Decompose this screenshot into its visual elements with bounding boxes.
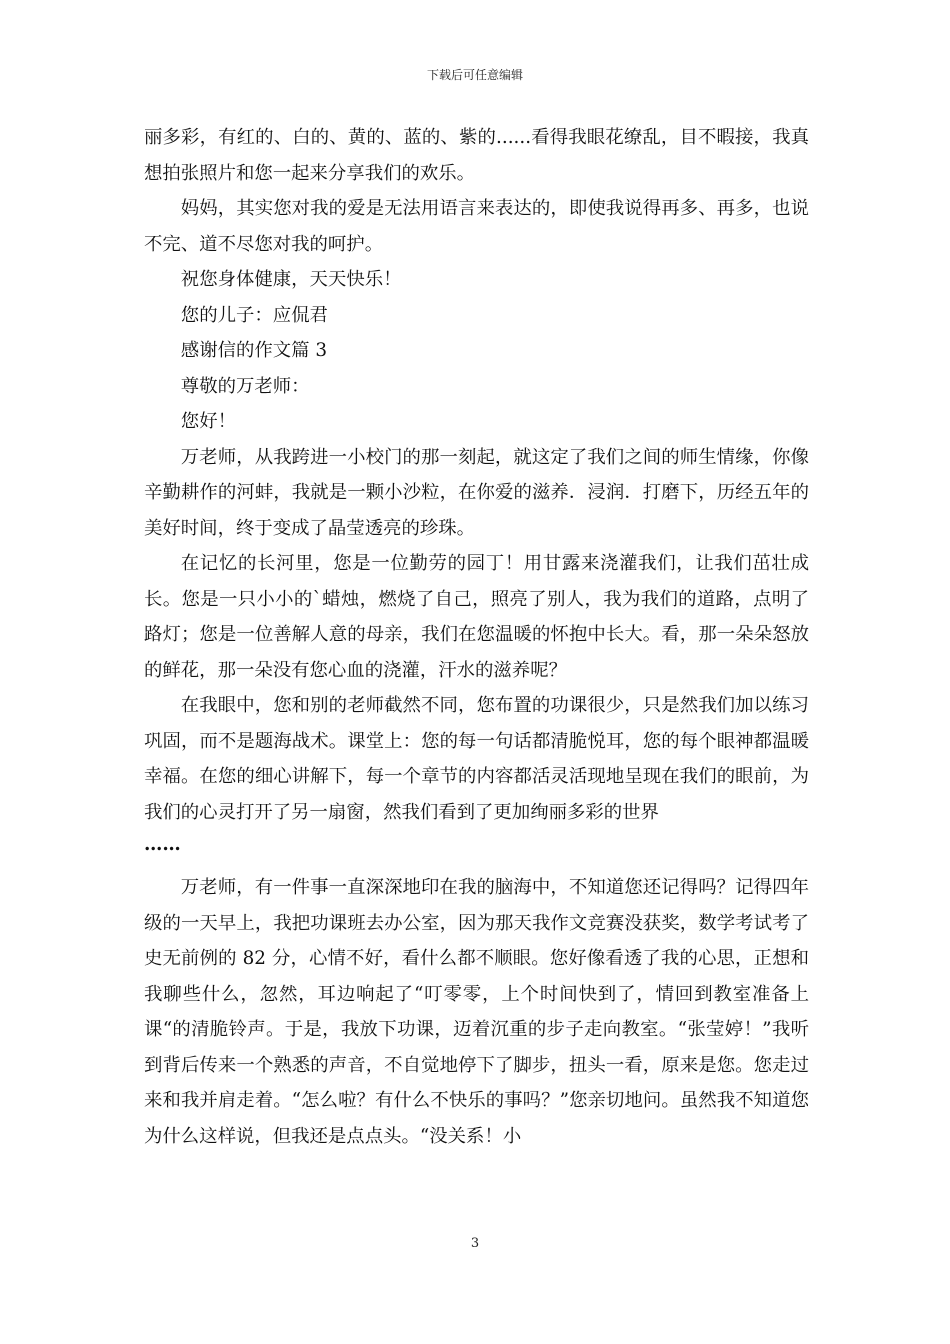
paragraph-pearl: 万老师，从我跨进一小校门的那一刻起，就这定了我们之间的师生情缘，你像辛勤耕作的河蚌，我就是一颗小沙粒，在你爱的滋养．浸润．打磨下，历经五年的美好时间，终于变成了晶莹透亮的珍珠。 [144, 446, 809, 539]
paragraph-classroom: 在我眼中，您和别的老师截然不同，您布置的功课很少，只是然我们加以练习巩固，而不是题海战术。课堂上：您的每一句话都清脆悦耳，您的每个眼神都温暖幸福。在您的细心讲解下，每一个章节的内容都活灵活现地呈现在我们的眼前，为我们的心灵打开了另一扇窗，然我们看到了更加绚丽多彩的世界 [144, 695, 809, 823]
salutation: 尊敬的万老师： [180, 375, 310, 397]
paragraph-mother-love: 妈妈，其实您对我的爱是无法用语言来表达的，即使我说得再多、再多，也说不完、道不尽您对我的呵护。 [144, 198, 809, 255]
paragraph-gardener: 在记忆的长河里，您是一位勤劳的园丁！用甘露来浇灌我们，让我们茁壮成长。您是一只小小的`蜡烛，燃烧了自己，照亮了别人，我为我们的道路，点明了路灯；您是一位善解人意的母亲，我们在您温暖的怀抱中长大。看，那一朵朵怒放的鲜花，那一朵没有您心血的浇灌，汗水的滋养呢？ [144, 553, 809, 681]
paragraph-blessing: 祝您身体健康，天天快乐！ [180, 269, 402, 290]
document-body [144, 120, 809, 1154]
paragraph-ellipsis: …… [144, 834, 181, 855]
page-number: 3 [470, 1236, 480, 1251]
paragraph-continuation: 丽多彩，有红的、白的、黄的、蓝的、紫的......看得我眼花缭乱，目不暇接，我真想拍张照片和您一起来分享我们的欢乐。 [144, 127, 809, 184]
greeting: 您好！ [180, 411, 236, 432]
paragraph-memory: 万老师，有一件事一直深深地印在我的脑海中，不知道您还记得吗？记得四年级的一天早上，我把功课班去办公室，因为那天我作文竞赛没获奖，数学考试考了史无前例的 82 分，心情不好，看什么都不顺眼。您好像看透了我的心思，正想和我聊些什么，忽然，耳边响起了“叮零零，上个时间快到了，情回到教室准备上课“的清脆铃声。于是，我放下功课，迈着沉重的步子走向教室。“张莹婷！”我听到背后传来一个熟悉的声音，不自觉地停下了脚步，扭头一看，原来是您。您走过来和我并肩走着。“怎么啦？有什么不快乐的事吗？”您亲切地问。虽然我不知道您为什么这样说，但我还是点点头。“没关系！小 [144, 877, 809, 1147]
section-title: 感谢信的作文篇 3 [180, 340, 328, 361]
page-header: 下载后可任意编辑 [426, 68, 523, 82]
paragraph-signature: 您的儿子：应侃君 [180, 304, 328, 326]
